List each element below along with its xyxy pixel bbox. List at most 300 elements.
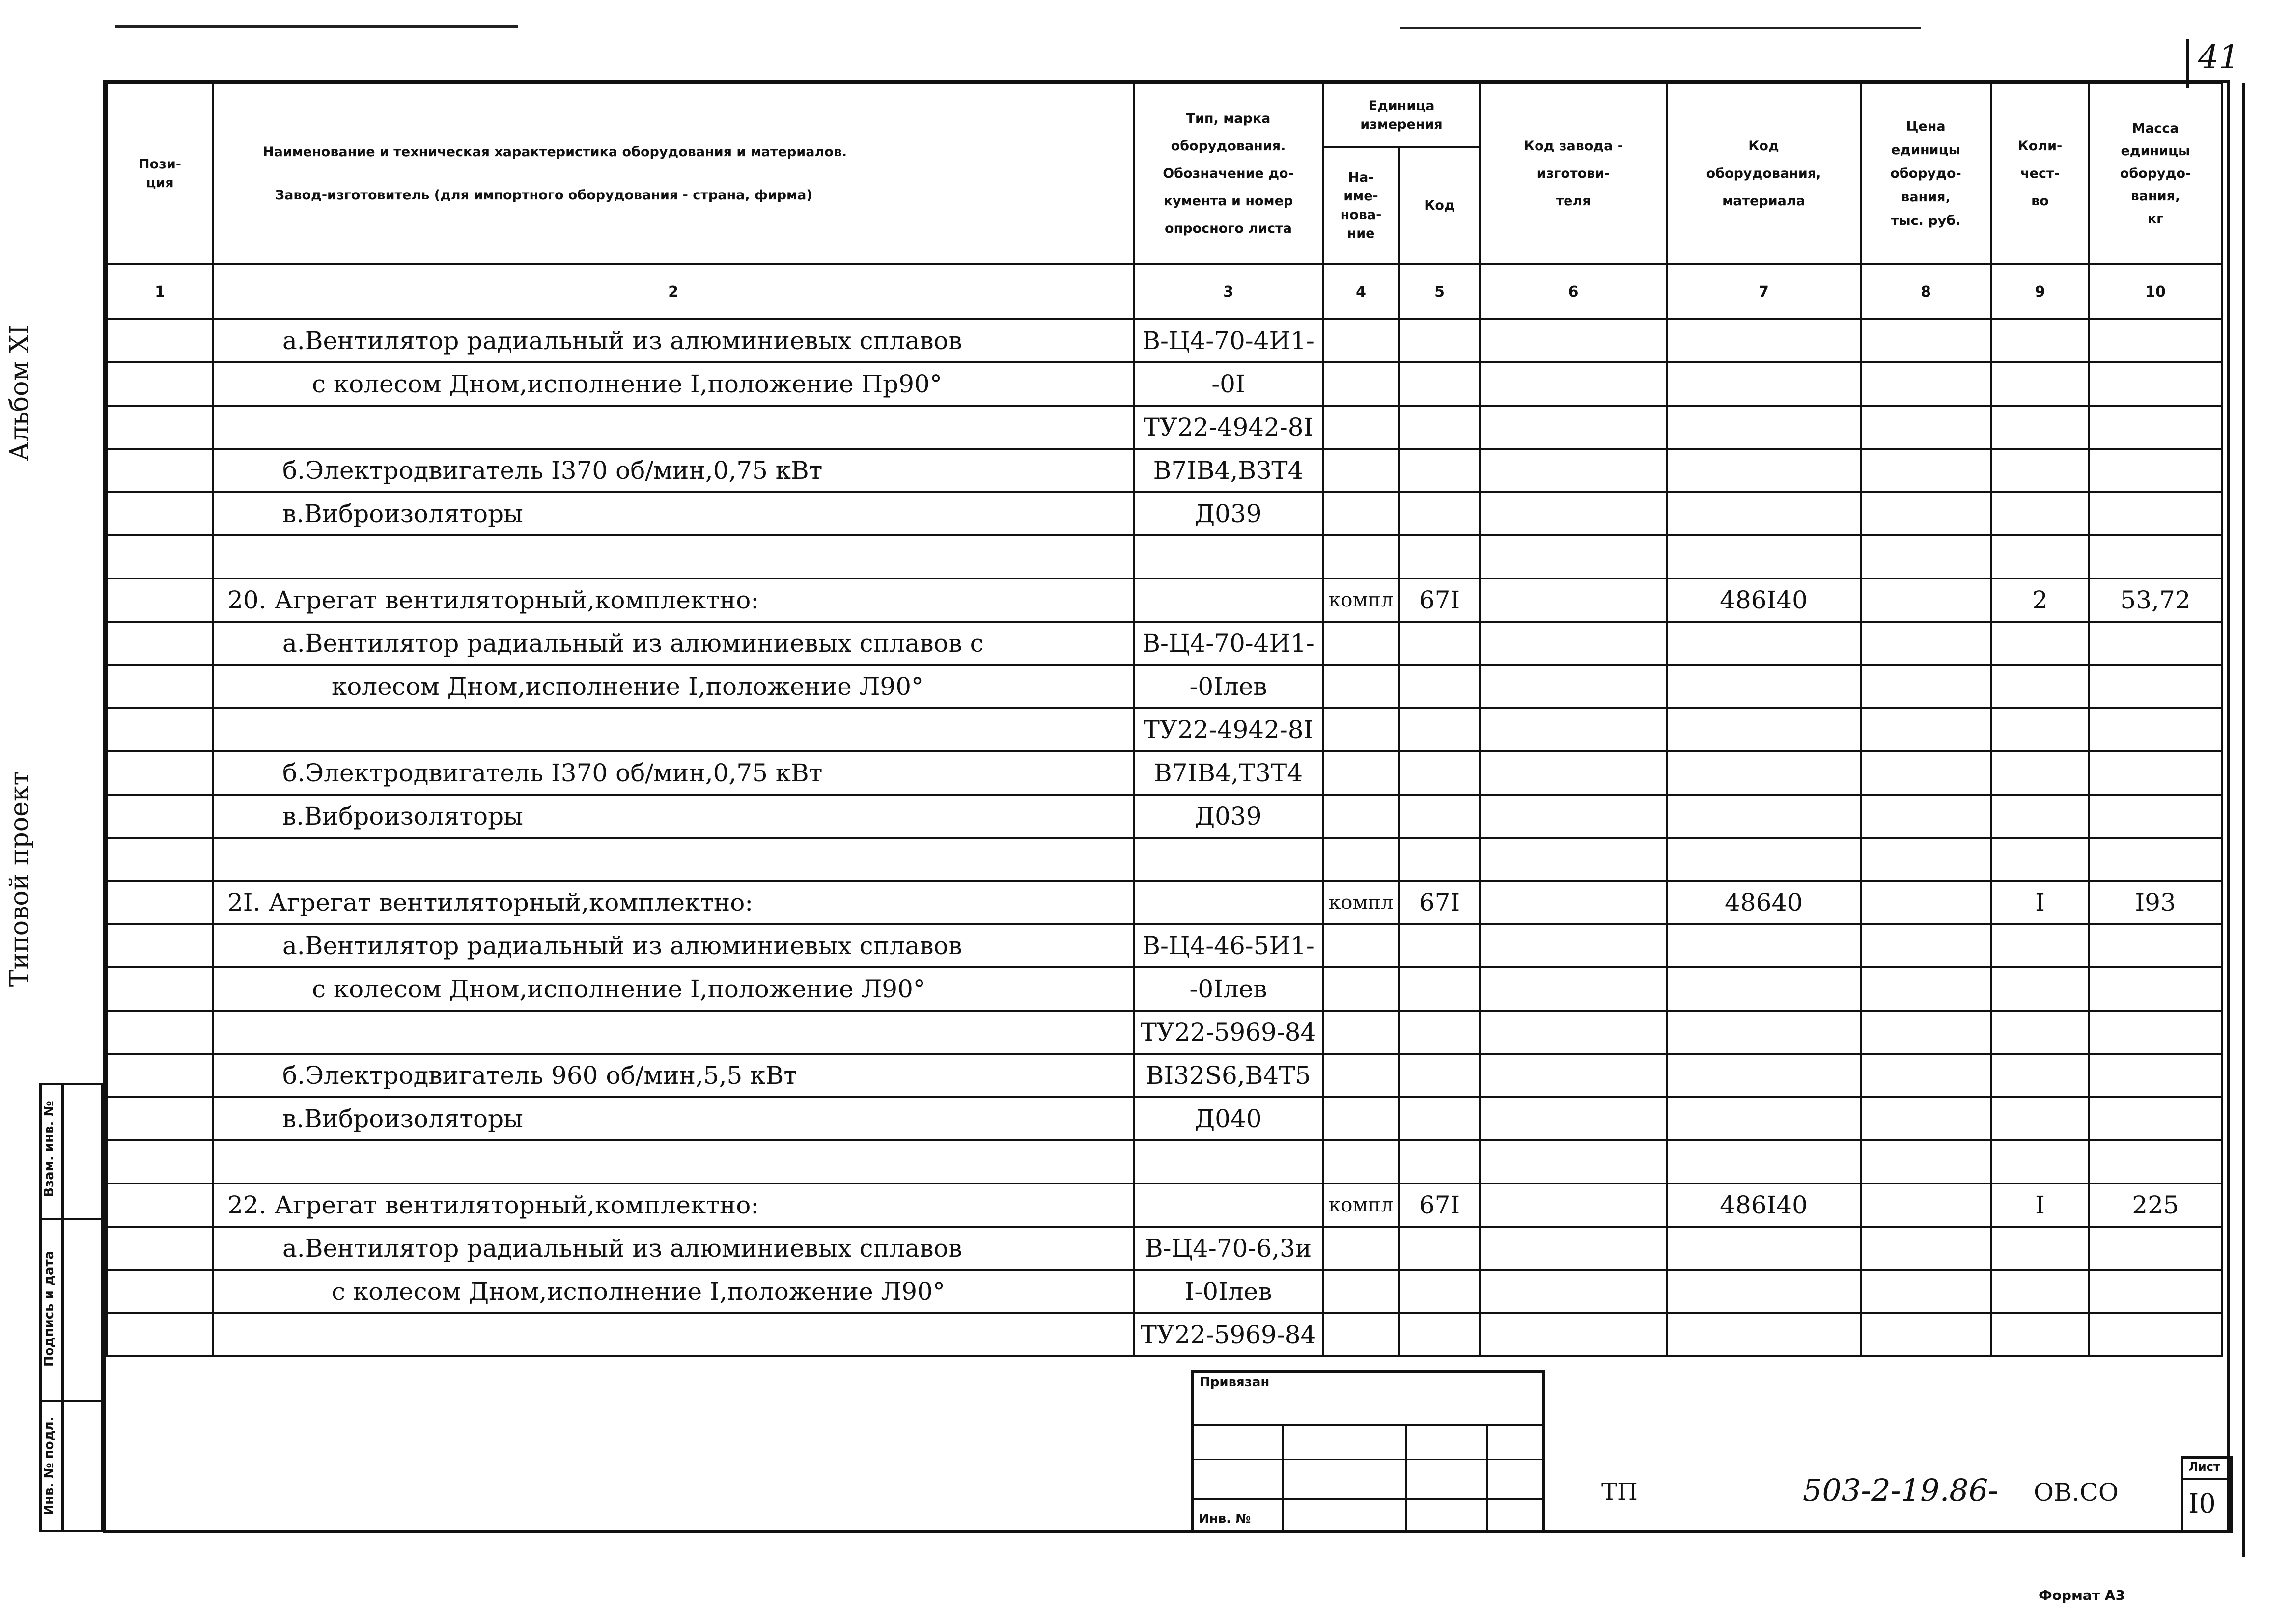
page-number: 41 [2198,38,2239,76]
stamp-label-sign: Подпись и дата [42,1250,56,1367]
top-rule-left [115,25,518,28]
cell-price [1861,795,1991,838]
cell-mass: 225 [2089,1184,2222,1227]
cell-unit-code [1399,1313,1480,1356]
cell-material-code [1667,449,1861,492]
cell-price [1861,449,1991,492]
cell-unit [1323,708,1399,751]
header-unit-name: На- име- нова- ние [1323,147,1399,264]
stamp-divider-2 [39,1400,103,1402]
binding-line-2 [1191,1459,1545,1460]
binding-label: Привязан [1200,1375,1270,1390]
col-num: 1 [107,264,213,319]
cell-name: а.Вентилятор радиальный из алюминиевых сплавов с [213,622,1134,665]
cell-pos [107,1270,213,1313]
cell-unit-code [1399,751,1480,795]
header-maker-code: Код завода - изготови- теля [1480,83,1667,264]
cell-unit-code [1399,795,1480,838]
cell-material-code [1667,1313,1861,1356]
cell-type: В-Ц4-70-4И1- [1134,622,1323,665]
cell-maker-code [1480,1140,1667,1184]
document-suffix: ОВ.СО [2034,1478,2119,1507]
table-row [107,1313,2222,1356]
binding-vline-1 [1282,1424,1284,1532]
cell-quantity [1991,1313,2089,1356]
cell-pos [107,362,213,406]
cell-quantity [1991,708,2089,751]
cell-material-code [1667,1097,1861,1140]
cell-unit [1323,1054,1399,1097]
cell-pos [107,406,213,449]
cell-price [1861,1227,1991,1270]
cell-quantity [1991,1011,2089,1054]
cell-maker-code [1480,1011,1667,1054]
cell-price [1861,838,1991,881]
cell-price [1861,492,1991,535]
cell-pos [107,622,213,665]
cell-mass [2089,362,2222,406]
table-row [107,492,2222,535]
cell-name: а.Вентилятор радиальный из алюминиевых сплавов [213,924,1134,967]
cell-maker-code [1480,319,1667,362]
cell-pos [107,708,213,751]
col-num: 9 [1991,264,2089,319]
table-row [107,838,2222,881]
cell-material-code [1667,406,1861,449]
cell-price [1861,1270,1991,1313]
right-margin-line [2242,83,2245,1557]
cell-type: Д040 [1134,1097,1323,1140]
cell-price [1861,578,1991,622]
cell-unit [1323,1140,1399,1184]
cell-maker-code [1480,751,1667,795]
col-num: 10 [2089,264,2222,319]
cell-name [213,406,1134,449]
cell-unit-code [1399,1011,1480,1054]
binding-line-1 [1191,1424,1545,1426]
cell-name: 2I. Агрегат вентиляторный,комплектно: [213,881,1134,924]
cell-unit [1323,622,1399,665]
cell-type: В7IВ4,Т3Т4 [1134,751,1323,795]
cell-unit [1323,751,1399,795]
cell-material-code [1667,751,1861,795]
cell-quantity: 2 [1991,578,2089,622]
cell-maker-code [1480,967,1667,1011]
col-num: 2 [213,264,1134,319]
cell-mass [2089,838,2222,881]
cell-material-code [1667,1054,1861,1097]
cell-maker-code [1480,1313,1667,1356]
table-row [107,708,2222,751]
header-price: Цена единицы оборудо- вания, тыс. руб. [1861,83,1991,264]
header-type: Тип, марка оборудования. Обозначение до- кумента и номер опросного листа [1134,83,1323,264]
cell-price [1861,1140,1991,1184]
table-row [107,578,2222,622]
cell-material-code [1667,535,1861,578]
table-row [107,1054,2222,1097]
cell-material-code [1667,1270,1861,1313]
cell-name [213,838,1134,881]
cell-material-code [1667,492,1861,535]
cell-name [213,708,1134,751]
cell-unit [1323,535,1399,578]
cell-type: В-Ц4-70-6,3и [1134,1227,1323,1270]
cell-unit: компл [1323,881,1399,924]
cell-unit [1323,1097,1399,1140]
cell-pos [107,578,213,622]
cell-unit [1323,967,1399,1011]
cell-unit [1323,1313,1399,1356]
cell-unit-code [1399,406,1480,449]
binding-vline-3 [1486,1424,1488,1532]
table-row [107,924,2222,967]
cell-unit-code [1399,1270,1480,1313]
cell-maker-code [1480,492,1667,535]
cell-type: Д039 [1134,795,1323,838]
cell-type: Д039 [1134,492,1323,535]
cell-pos [107,665,213,708]
header-mass: Масса единицы оборудо- вания, кг [2089,83,2222,264]
cell-mass [2089,319,2222,362]
cell-material-code [1667,1227,1861,1270]
table-row [107,1097,2222,1140]
table-row [107,1227,2222,1270]
cell-mass [2089,622,2222,665]
sheet-number: I0 [2188,1488,2216,1519]
inv-label: Инв. № [1199,1512,1251,1526]
cell-price [1861,924,1991,967]
col-num: 6 [1480,264,1667,319]
sheet-label: Лист [2188,1460,2220,1474]
cell-maker-code [1480,1227,1667,1270]
cell-maker-code [1480,665,1667,708]
cell-mass [2089,708,2222,751]
cell-mass [2089,1011,2222,1054]
cell-name: б.Электродвигатель I370 об/мин,0,75 кВт [213,751,1134,795]
cell-mass [2089,967,2222,1011]
cell-type [1134,881,1323,924]
cell-quantity [1991,449,2089,492]
cell-material-code [1667,924,1861,967]
cell-mass [2089,1054,2222,1097]
cell-price [1861,1097,1991,1140]
cell-unit-code [1399,449,1480,492]
table-row [107,406,2222,449]
table-row [107,1270,2222,1313]
cell-quantity [1991,319,2089,362]
album-label: Альбом XI [5,325,34,461]
cell-mass [2089,1313,2222,1356]
cell-maker-code [1480,1097,1667,1140]
table-row [107,622,2222,665]
cell-quantity [1991,751,2089,795]
cell-unit [1323,1011,1399,1054]
col-num: 7 [1667,264,1861,319]
cell-name [213,1011,1134,1054]
cell-unit-code [1399,535,1480,578]
stamp-divider-1 [39,1218,103,1220]
cell-name [213,1313,1134,1356]
document-code: 503-2-19.86- [1803,1472,1999,1508]
cell-name: 20. Агрегат вентиляторный,комплектно: [213,578,1134,622]
cell-pos [107,967,213,1011]
cell-unit [1323,362,1399,406]
cell-mass [2089,1140,2222,1184]
cell-maker-code [1480,795,1667,838]
cell-price [1861,665,1991,708]
cell-unit-code [1399,1227,1480,1270]
table-row [107,795,2222,838]
cell-price [1861,406,1991,449]
cell-pos [107,751,213,795]
cell-unit [1323,795,1399,838]
cell-type: -0Iлев [1134,967,1323,1011]
cell-quantity [1991,1270,2089,1313]
cell-quantity [1991,924,2089,967]
table-row [107,1140,2222,1184]
header-position: Пози- ция [107,83,213,264]
cell-type: В-Ц4-70-4И1- [1134,319,1323,362]
cell-type: ВI32S6,В4Т5 [1134,1054,1323,1097]
cell-unit-code [1399,708,1480,751]
cell-maker-code [1480,838,1667,881]
cell-pos [107,1140,213,1184]
cell-unit: компл [1323,1184,1399,1227]
cell-mass [2089,665,2222,708]
table-row [107,535,2222,578]
format-label: Формат А3 [2039,1587,2125,1603]
cell-pos [107,1184,213,1227]
cell-maker-code [1480,406,1667,449]
cell-name: б.Электродвигатель 960 об/мин,5,5 кВт [213,1054,1134,1097]
cell-quantity [1991,622,2089,665]
cell-quantity [1991,967,2089,1011]
cell-pos [107,449,213,492]
cell-mass [2089,1227,2222,1270]
cell-maker-code [1480,1184,1667,1227]
cell-price [1861,622,1991,665]
cell-maker-code [1480,578,1667,622]
cell-name [213,535,1134,578]
cell-quantity [1991,406,2089,449]
cell-pos [107,795,213,838]
binding-vline-2 [1405,1424,1407,1532]
table-row [107,362,2222,406]
cell-pos [107,838,213,881]
header-unit-code: Код [1399,147,1480,264]
cell-name: с колесом Дном,исполнение I,положение Пр90° [213,362,1134,406]
cell-pos [107,1313,213,1356]
cell-material-code [1667,622,1861,665]
table-row [107,1184,2222,1227]
cell-price [1861,1011,1991,1054]
cell-unit-code [1399,622,1480,665]
header-material-code: Код оборудования, материала [1667,83,1861,264]
cell-mass [2089,535,2222,578]
cell-quantity [1991,1097,2089,1140]
cell-pos [107,924,213,967]
cell-quantity [1991,838,2089,881]
cell-name: в.Виброизоляторы [213,492,1134,535]
cell-quantity: I [1991,1184,2089,1227]
cell-pos [107,881,213,924]
cell-price [1861,881,1991,924]
cell-pos [107,535,213,578]
cell-unit [1323,1270,1399,1313]
cell-pos [107,1097,213,1140]
cell-material-code: 48640 [1667,881,1861,924]
binding-box [1191,1370,1545,1533]
cell-unit [1323,406,1399,449]
table-row [107,319,2222,362]
cell-unit: компл [1323,578,1399,622]
cell-material-code [1667,795,1861,838]
cell-type: В-Ц4-46-5И1- [1134,924,1323,967]
header-unit-group: Единица измерения [1323,83,1480,147]
cell-mass: I93 [2089,881,2222,924]
cell-mass [2089,751,2222,795]
cell-material-code: 486I40 [1667,1184,1861,1227]
cell-maker-code [1480,1054,1667,1097]
cell-quantity [1991,795,2089,838]
table-row [107,449,2222,492]
cell-price [1861,751,1991,795]
top-rule-right [1400,27,1921,29]
cell-name [213,1140,1134,1184]
cell-maker-code [1480,449,1667,492]
cell-quantity [1991,665,2089,708]
binding-line-3 [1191,1498,1545,1500]
cell-material-code [1667,665,1861,708]
cell-unit-code: 67I [1399,881,1480,924]
cell-pos [107,319,213,362]
header-quantity: Коли- чест- во [1991,83,2089,264]
cell-type [1134,1140,1323,1184]
cell-material-code [1667,838,1861,881]
cell-price [1861,319,1991,362]
cell-name: в.Виброизоляторы [213,795,1134,838]
cell-name: в.Виброизоляторы [213,1097,1134,1140]
cell-type [1134,1184,1323,1227]
cell-material-code [1667,708,1861,751]
cell-mass [2089,795,2222,838]
cell-material-code [1667,967,1861,1011]
cell-mass [2089,1270,2222,1313]
cell-type: -0I [1134,362,1323,406]
table-row [107,665,2222,708]
cell-price [1861,1184,1991,1227]
cell-unit-code: 67I [1399,1184,1480,1227]
cell-quantity [1991,492,2089,535]
cell-quantity [1991,1227,2089,1270]
cell-unit [1323,924,1399,967]
cell-unit-code [1399,492,1480,535]
cell-maker-code [1480,924,1667,967]
cell-maker-code [1480,881,1667,924]
cell-quantity [1991,1140,2089,1184]
cell-type [1134,535,1323,578]
cell-price [1861,708,1991,751]
cell-type [1134,578,1323,622]
cell-unit [1323,449,1399,492]
col-num: 4 [1323,264,1399,319]
cell-name: с колесом Дном,исполнение I,положение Л90° [213,1270,1134,1313]
cell-material-code [1667,362,1861,406]
cell-pos [107,1011,213,1054]
cell-pos [107,492,213,535]
cell-maker-code [1480,1270,1667,1313]
cell-mass [2089,924,2222,967]
cell-quantity [1991,362,2089,406]
cell-material-code [1667,1140,1861,1184]
cell-type: I-0Iлев [1134,1270,1323,1313]
cell-price [1861,1313,1991,1356]
cell-price [1861,967,1991,1011]
cell-name: колесом Дном,исполнение I,положение Л90° [213,665,1134,708]
cell-unit [1323,492,1399,535]
cell-pos [107,1227,213,1270]
stamp-label-inv: Инв. № подл. [42,1416,56,1515]
col-num: 3 [1134,264,1323,319]
cell-material-code [1667,1011,1861,1054]
col-num: 8 [1861,264,1991,319]
cell-name: 22. Агрегат вентиляторный,комплектно: [213,1184,1134,1227]
cell-material-code [1667,319,1861,362]
cell-unit-code: 67I [1399,578,1480,622]
column-number-row [107,264,2222,319]
cell-mass [2089,1097,2222,1140]
cell-unit-code [1399,1054,1480,1097]
stamp-label-replace: Взам. инв. № [42,1101,56,1197]
cell-maker-code [1480,708,1667,751]
cell-maker-code [1480,535,1667,578]
cell-unit [1323,665,1399,708]
cell-unit-code [1399,319,1480,362]
cell-unit-code [1399,924,1480,967]
cell-pos [107,1054,213,1097]
tp-label: ТП [1601,1478,1638,1506]
sheet-box-line [2181,1478,2233,1480]
cell-material-code: 486I40 [1667,578,1861,622]
table-row [107,967,2222,1011]
cell-mass: 53,72 [2089,578,2222,622]
cell-price [1861,535,1991,578]
table-row [107,1011,2222,1054]
cell-quantity [1991,1054,2089,1097]
cell-unit-code [1399,665,1480,708]
cell-unit-code [1399,1097,1480,1140]
cell-type: ТУ22-4942-8I [1134,708,1323,751]
specification-table [106,83,2223,1357]
cell-mass [2089,492,2222,535]
cell-type: ТУ22-5969-84 [1134,1011,1323,1054]
project-label: Типовой проект [5,771,34,987]
cell-quantity: I [1991,881,2089,924]
cell-name: а.Вентилятор радиальный из алюминиевых сплавов [213,1227,1134,1270]
col-num: 5 [1399,264,1480,319]
cell-type [1134,838,1323,881]
header-name: Наименование и техническая характеристика оборудования и материалов. Завод-изготовитель (для импортного оборудования - страна, фирма) [213,83,1134,264]
cell-type: ТУ22-4942-8I [1134,406,1323,449]
cell-unit [1323,319,1399,362]
cell-mass [2089,449,2222,492]
cell-type: -0Iлев [1134,665,1323,708]
cell-name: б.Электродвигатель I370 об/мин,0,75 кВт [213,449,1134,492]
cell-unit [1323,1227,1399,1270]
cell-name: а.Вентилятор радиальный из алюминиевых сплавов [213,319,1134,362]
cell-name: с колесом Дном,исполнение I,положение Л90° [213,967,1134,1011]
table-row [107,751,2222,795]
